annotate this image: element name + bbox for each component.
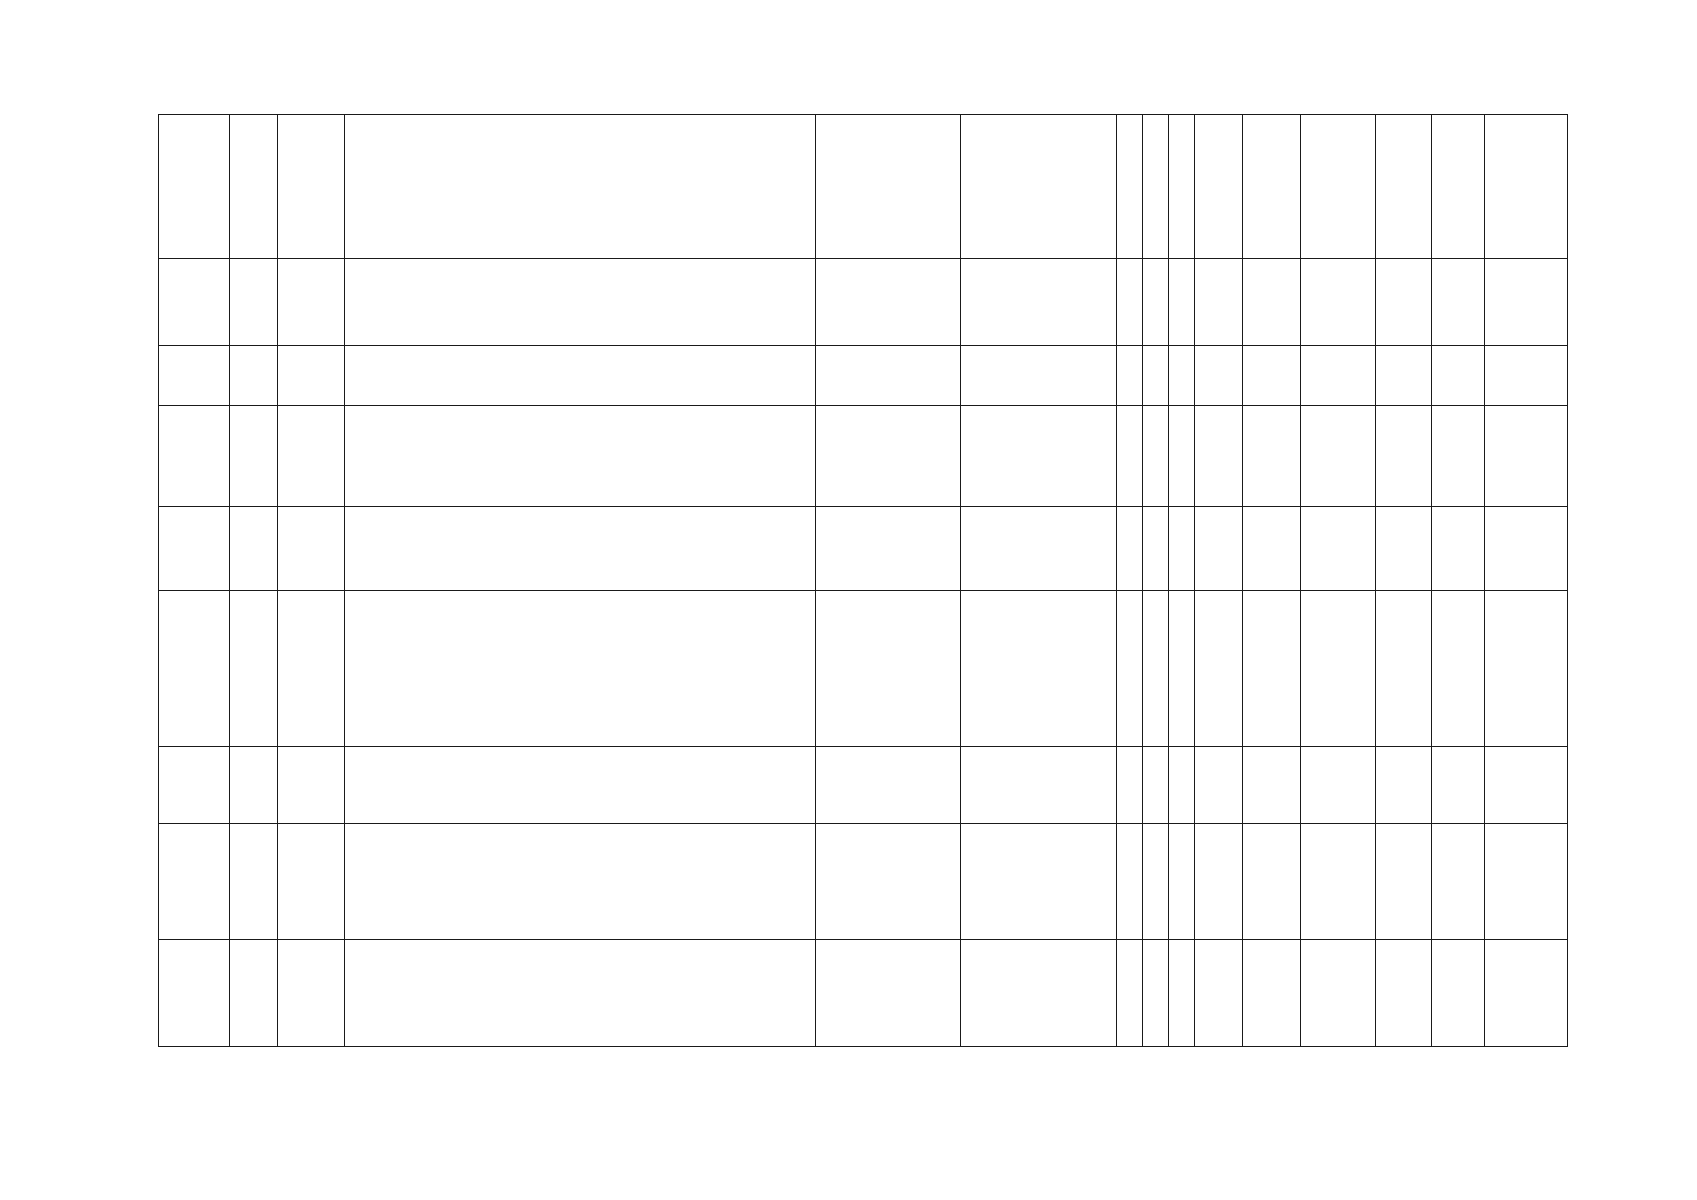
cell-name (278, 824, 345, 939)
cell-date (1432, 259, 1484, 346)
cell-name (278, 259, 345, 346)
cell-carrier (1484, 507, 1567, 591)
cell-streets-fwd (815, 115, 960, 259)
cell-route (230, 824, 278, 939)
cell-streets-back (961, 824, 1116, 939)
cell-len-total (1116, 507, 1142, 591)
cell-tariff (1243, 115, 1301, 259)
cell-len-back (1168, 507, 1194, 591)
cell-len-total (1116, 939, 1142, 1046)
cell-name (278, 405, 345, 507)
cell-len-back (1168, 939, 1194, 1046)
table-row (159, 507, 1568, 591)
cell-path (344, 939, 815, 1046)
cell-streets-back (961, 405, 1116, 507)
table-row (159, 115, 1568, 259)
cell-vehicles (1301, 115, 1375, 259)
cell-count (1375, 507, 1432, 591)
cell-route (230, 591, 278, 747)
cell-date (1432, 824, 1484, 939)
cell-num (159, 747, 230, 824)
table-row (159, 345, 1568, 405)
cell-streets-back (961, 259, 1116, 346)
route-registry-table (158, 114, 1568, 1047)
cell-len-fwd (1142, 259, 1168, 346)
table-row (159, 747, 1568, 824)
cell-streets-back (961, 939, 1116, 1046)
cell-name (278, 345, 345, 405)
cell-num (159, 405, 230, 507)
cell-count (1375, 747, 1432, 824)
cell-streets-fwd (815, 939, 960, 1046)
cell-count (1375, 824, 1432, 939)
cell-streets-back (961, 747, 1116, 824)
cell-date (1432, 405, 1484, 507)
cell-len-fwd (1142, 115, 1168, 259)
cell-len-total (1116, 405, 1142, 507)
cell-len-fwd (1142, 824, 1168, 939)
cell-num (159, 939, 230, 1046)
table-row (159, 259, 1568, 346)
cell-path (344, 115, 815, 259)
cell-streets-fwd (815, 824, 960, 939)
cell-name (278, 115, 345, 259)
cell-streets-back (961, 345, 1116, 405)
cell-streets-fwd (815, 259, 960, 346)
cell-vehicles (1301, 345, 1375, 405)
table-row (159, 939, 1568, 1046)
cell-stops (1195, 259, 1243, 346)
cell-count (1375, 345, 1432, 405)
cell-path (344, 345, 815, 405)
route-registry-body (159, 115, 1568, 1047)
cell-num (159, 507, 230, 591)
cell-name (278, 747, 345, 824)
cell-route (230, 115, 278, 259)
cell-len-back (1168, 345, 1194, 405)
cell-vehicles (1301, 405, 1375, 507)
cell-len-fwd (1142, 747, 1168, 824)
cell-count (1375, 115, 1432, 259)
cell-len-total (1116, 747, 1142, 824)
cell-stops (1195, 345, 1243, 405)
cell-carrier (1484, 115, 1567, 259)
cell-route (230, 507, 278, 591)
cell-tariff (1243, 345, 1301, 405)
cell-count (1375, 259, 1432, 346)
cell-route (230, 405, 278, 507)
cell-path (344, 405, 815, 507)
cell-tariff (1243, 824, 1301, 939)
cell-len-total (1116, 115, 1142, 259)
cell-carrier (1484, 405, 1567, 507)
cell-num (159, 824, 230, 939)
cell-streets-fwd (815, 591, 960, 747)
cell-vehicles (1301, 747, 1375, 824)
cell-name (278, 507, 345, 591)
cell-streets-fwd (815, 345, 960, 405)
cell-tariff (1243, 939, 1301, 1046)
cell-path (344, 824, 815, 939)
cell-carrier (1484, 824, 1567, 939)
cell-len-fwd (1142, 507, 1168, 591)
cell-date (1432, 939, 1484, 1046)
cell-len-back (1168, 824, 1194, 939)
cell-tariff (1243, 747, 1301, 824)
cell-num (159, 345, 230, 405)
route-registry-page (158, 114, 1568, 1047)
cell-carrier (1484, 345, 1567, 405)
cell-vehicles (1301, 259, 1375, 346)
cell-len-fwd (1142, 345, 1168, 405)
cell-date (1432, 345, 1484, 405)
cell-count (1375, 939, 1432, 1046)
table-row (159, 405, 1568, 507)
cell-vehicles (1301, 591, 1375, 747)
cell-streets-fwd (815, 747, 960, 824)
cell-num (159, 115, 230, 259)
cell-carrier (1484, 259, 1567, 346)
cell-path (344, 259, 815, 346)
cell-stops (1195, 507, 1243, 591)
cell-stops (1195, 405, 1243, 507)
cell-len-fwd (1142, 939, 1168, 1046)
cell-count (1375, 591, 1432, 747)
cell-len-fwd (1142, 405, 1168, 507)
cell-streets-back (961, 507, 1116, 591)
cell-streets-fwd (815, 507, 960, 591)
cell-carrier (1484, 747, 1567, 824)
cell-tariff (1243, 405, 1301, 507)
cell-vehicles (1301, 507, 1375, 591)
cell-carrier (1484, 591, 1567, 747)
cell-route (230, 939, 278, 1046)
cell-tariff (1243, 591, 1301, 747)
cell-streets-fwd (815, 405, 960, 507)
cell-carrier (1484, 939, 1567, 1046)
cell-streets-back (961, 591, 1116, 747)
cell-path (344, 591, 815, 747)
cell-tariff (1243, 507, 1301, 591)
cell-name (278, 939, 345, 1046)
cell-tariff (1243, 259, 1301, 346)
cell-len-back (1168, 591, 1194, 747)
cell-vehicles (1301, 824, 1375, 939)
cell-count (1375, 405, 1432, 507)
table-row (159, 591, 1568, 747)
cell-len-fwd (1142, 591, 1168, 747)
cell-name (278, 591, 345, 747)
cell-date (1432, 115, 1484, 259)
cell-len-total (1116, 824, 1142, 939)
cell-len-total (1116, 259, 1142, 346)
cell-date (1432, 591, 1484, 747)
cell-path (344, 507, 815, 591)
cell-len-back (1168, 259, 1194, 346)
cell-stops (1195, 824, 1243, 939)
cell-len-total (1116, 591, 1142, 747)
cell-path (344, 747, 815, 824)
cell-vehicles (1301, 939, 1375, 1046)
cell-len-back (1168, 405, 1194, 507)
cell-num (159, 591, 230, 747)
cell-stops (1195, 939, 1243, 1046)
table-row (159, 824, 1568, 939)
cell-num (159, 259, 230, 346)
cell-route (230, 747, 278, 824)
cell-route (230, 259, 278, 346)
cell-date (1432, 747, 1484, 824)
cell-len-back (1168, 747, 1194, 824)
cell-stops (1195, 591, 1243, 747)
cell-len-back (1168, 115, 1194, 259)
cell-stops (1195, 115, 1243, 259)
cell-route (230, 345, 278, 405)
cell-stops (1195, 747, 1243, 824)
cell-streets-back (961, 115, 1116, 259)
cell-date (1432, 507, 1484, 591)
cell-len-total (1116, 345, 1142, 405)
